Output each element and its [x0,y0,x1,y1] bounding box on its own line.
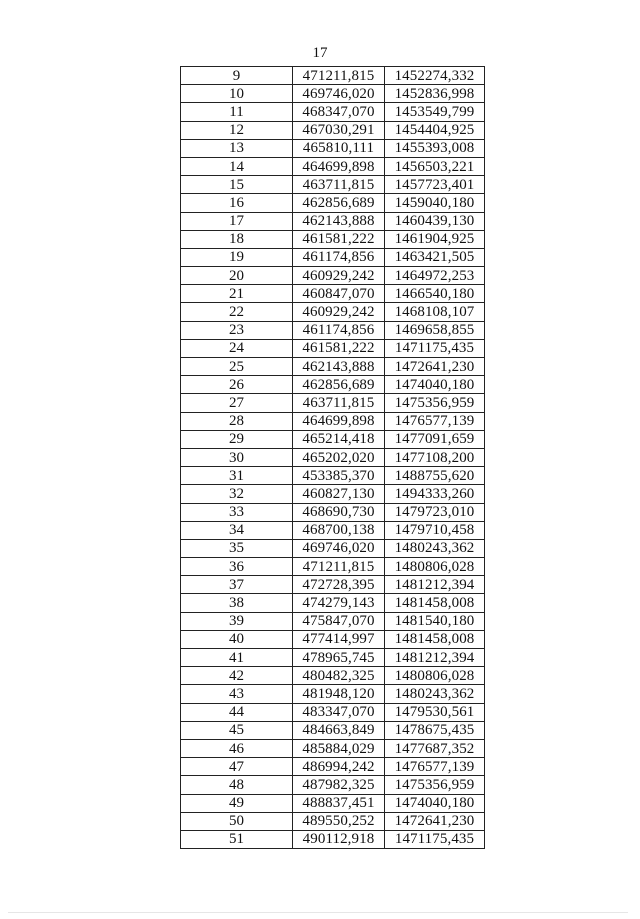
point-number-cell: 20 [181,267,293,285]
x-coordinate-cell: 484663,849 [293,721,385,739]
y-coordinate-cell: 1479723,010 [385,503,485,521]
y-coordinate-cell: 1472641,230 [385,812,485,830]
point-number-cell: 11 [181,103,293,121]
x-coordinate-cell: 461581,222 [293,339,385,357]
table-row [181,303,485,321]
point-number-cell: 37 [181,576,293,594]
y-coordinate-cell: 1452836,998 [385,85,485,103]
y-coordinate-cell: 1466540,180 [385,285,485,303]
table-row [181,503,485,521]
point-number-cell: 10 [181,85,293,103]
point-number-cell: 36 [181,558,293,576]
point-number-cell: 29 [181,430,293,448]
x-coordinate-cell: 464699,898 [293,157,385,175]
x-coordinate-cell: 453385,370 [293,467,385,485]
point-number-cell: 15 [181,176,293,194]
y-coordinate-cell: 1481458,008 [385,594,485,612]
x-coordinate-cell: 468700,138 [293,521,385,539]
table-row [181,394,485,412]
table-row [181,739,485,757]
x-coordinate-cell: 483347,070 [293,703,385,721]
coordinates-table-body [181,67,485,849]
x-coordinate-cell: 467030,291 [293,121,385,139]
y-coordinate-cell: 1475356,959 [385,394,485,412]
table-row [181,467,485,485]
y-coordinate-cell: 1494333,260 [385,485,485,503]
point-number-cell: 34 [181,521,293,539]
point-number-cell: 30 [181,448,293,466]
y-coordinate-cell: 1481212,394 [385,649,485,667]
y-coordinate-cell: 1488755,620 [385,467,485,485]
y-coordinate-cell: 1476577,139 [385,412,485,430]
table-row [181,830,485,848]
point-number-cell: 39 [181,612,293,630]
point-number-cell: 43 [181,685,293,703]
point-number-cell: 18 [181,230,293,248]
table-row [181,139,485,157]
table-row [181,649,485,667]
y-coordinate-cell: 1475356,959 [385,776,485,794]
x-coordinate-cell: 461174,856 [293,248,385,266]
point-number-cell: 32 [181,485,293,503]
y-coordinate-cell: 1477687,352 [385,739,485,757]
table-row [181,358,485,376]
x-coordinate-cell: 461581,222 [293,230,385,248]
x-coordinate-cell: 462143,888 [293,212,385,230]
table-row [181,758,485,776]
y-coordinate-cell: 1480243,362 [385,685,485,703]
x-coordinate-cell: 490112,918 [293,830,385,848]
y-coordinate-cell: 1477108,200 [385,448,485,466]
x-coordinate-cell: 463711,815 [293,394,385,412]
table-row [181,630,485,648]
point-number-cell: 14 [181,157,293,175]
point-number-cell: 44 [181,703,293,721]
x-coordinate-cell: 480482,325 [293,667,385,685]
x-coordinate-cell: 487982,325 [293,776,385,794]
y-coordinate-cell: 1478675,435 [385,721,485,739]
point-number-cell: 38 [181,594,293,612]
table-row [181,794,485,812]
x-coordinate-cell: 475847,070 [293,612,385,630]
point-number-cell: 42 [181,667,293,685]
x-coordinate-cell: 460827,130 [293,485,385,503]
point-number-cell: 46 [181,739,293,757]
table-row [181,485,485,503]
y-coordinate-cell: 1471175,435 [385,830,485,848]
point-number-cell: 24 [181,339,293,357]
y-coordinate-cell: 1459040,180 [385,194,485,212]
x-coordinate-cell: 477414,997 [293,630,385,648]
y-coordinate-cell: 1456503,221 [385,157,485,175]
table-row [181,339,485,357]
table-row [181,430,485,448]
point-number-cell: 41 [181,649,293,667]
y-coordinate-cell: 1468108,107 [385,303,485,321]
x-coordinate-cell: 474279,143 [293,594,385,612]
y-coordinate-cell: 1452274,332 [385,67,485,85]
y-coordinate-cell: 1453549,799 [385,103,485,121]
x-coordinate-cell: 460929,242 [293,267,385,285]
x-coordinate-cell: 471211,815 [293,558,385,576]
table-row [181,685,485,703]
table-row [181,212,485,230]
point-number-cell: 51 [181,830,293,848]
x-coordinate-cell: 488837,451 [293,794,385,812]
table-row [181,448,485,466]
table-row [181,594,485,612]
table-row [181,267,485,285]
y-coordinate-cell: 1477091,659 [385,430,485,448]
y-coordinate-cell: 1457723,401 [385,176,485,194]
point-number-cell: 23 [181,321,293,339]
y-coordinate-cell: 1476577,139 [385,758,485,776]
table-row [181,576,485,594]
point-number-cell: 13 [181,139,293,157]
table-row [181,230,485,248]
table-row [181,248,485,266]
point-number-cell: 28 [181,412,293,430]
table-row [181,558,485,576]
point-number-cell: 9 [181,67,293,85]
table-row [181,194,485,212]
table-row [181,412,485,430]
x-coordinate-cell: 478965,745 [293,649,385,667]
table-row [181,612,485,630]
point-number-cell: 25 [181,358,293,376]
y-coordinate-cell: 1464972,253 [385,267,485,285]
point-number-cell: 19 [181,248,293,266]
table-row [181,376,485,394]
point-number-cell: 45 [181,721,293,739]
point-number-cell: 26 [181,376,293,394]
table-row [181,667,485,685]
table-row [181,121,485,139]
x-coordinate-cell: 469746,020 [293,539,385,557]
x-coordinate-cell: 462143,888 [293,358,385,376]
y-coordinate-cell: 1481458,008 [385,630,485,648]
y-coordinate-cell: 1454404,925 [385,121,485,139]
table-row [181,539,485,557]
x-coordinate-cell: 465810,111 [293,139,385,157]
table-row [181,521,485,539]
x-coordinate-cell: 461174,856 [293,321,385,339]
y-coordinate-cell: 1463421,505 [385,248,485,266]
x-coordinate-cell: 481948,120 [293,685,385,703]
table-row [181,103,485,121]
table-row [181,85,485,103]
y-coordinate-cell: 1469658,855 [385,321,485,339]
y-coordinate-cell: 1461904,925 [385,230,485,248]
y-coordinate-cell: 1480806,028 [385,667,485,685]
x-coordinate-cell: 489550,252 [293,812,385,830]
x-coordinate-cell: 485884,029 [293,739,385,757]
x-coordinate-cell: 464699,898 [293,412,385,430]
x-coordinate-cell: 462856,689 [293,194,385,212]
point-number-cell: 31 [181,467,293,485]
x-coordinate-cell: 468690,730 [293,503,385,521]
page-number: 17 [312,45,328,61]
point-number-cell: 12 [181,121,293,139]
y-coordinate-cell: 1479530,561 [385,703,485,721]
point-number-cell: 47 [181,758,293,776]
page-edge-line [8,912,628,913]
point-number-cell: 21 [181,285,293,303]
point-number-cell: 17 [181,212,293,230]
point-number-cell: 22 [181,303,293,321]
y-coordinate-cell: 1481212,394 [385,576,485,594]
y-coordinate-cell: 1472641,230 [385,358,485,376]
x-coordinate-cell: 471211,815 [293,67,385,85]
x-coordinate-cell: 486994,242 [293,758,385,776]
x-coordinate-cell: 463711,815 [293,176,385,194]
y-coordinate-cell: 1455393,008 [385,139,485,157]
x-coordinate-cell: 468347,070 [293,103,385,121]
x-coordinate-cell: 460929,242 [293,303,385,321]
point-number-cell: 50 [181,812,293,830]
y-coordinate-cell: 1474040,180 [385,376,485,394]
point-number-cell: 48 [181,776,293,794]
table-row [181,776,485,794]
table-row [181,67,485,85]
x-coordinate-cell: 465214,418 [293,430,385,448]
point-number-cell: 40 [181,630,293,648]
y-coordinate-cell: 1474040,180 [385,794,485,812]
table-row [181,285,485,303]
table-row [181,321,485,339]
point-number-cell: 49 [181,794,293,812]
table-row [181,157,485,175]
table-row [181,721,485,739]
x-coordinate-cell: 465202,020 [293,448,385,466]
x-coordinate-cell: 472728,395 [293,576,385,594]
coordinates-table [180,66,485,849]
x-coordinate-cell: 469746,020 [293,85,385,103]
y-coordinate-cell: 1480243,362 [385,539,485,557]
table-row [181,703,485,721]
table-row [181,176,485,194]
point-number-cell: 16 [181,194,293,212]
point-number-cell: 27 [181,394,293,412]
x-coordinate-cell: 460847,070 [293,285,385,303]
point-number-cell: 33 [181,503,293,521]
table-row [181,812,485,830]
y-coordinate-cell: 1480806,028 [385,558,485,576]
y-coordinate-cell: 1479710,458 [385,521,485,539]
y-coordinate-cell: 1481540,180 [385,612,485,630]
point-number-cell: 35 [181,539,293,557]
x-coordinate-cell: 462856,689 [293,376,385,394]
y-coordinate-cell: 1471175,435 [385,339,485,357]
y-coordinate-cell: 1460439,130 [385,212,485,230]
